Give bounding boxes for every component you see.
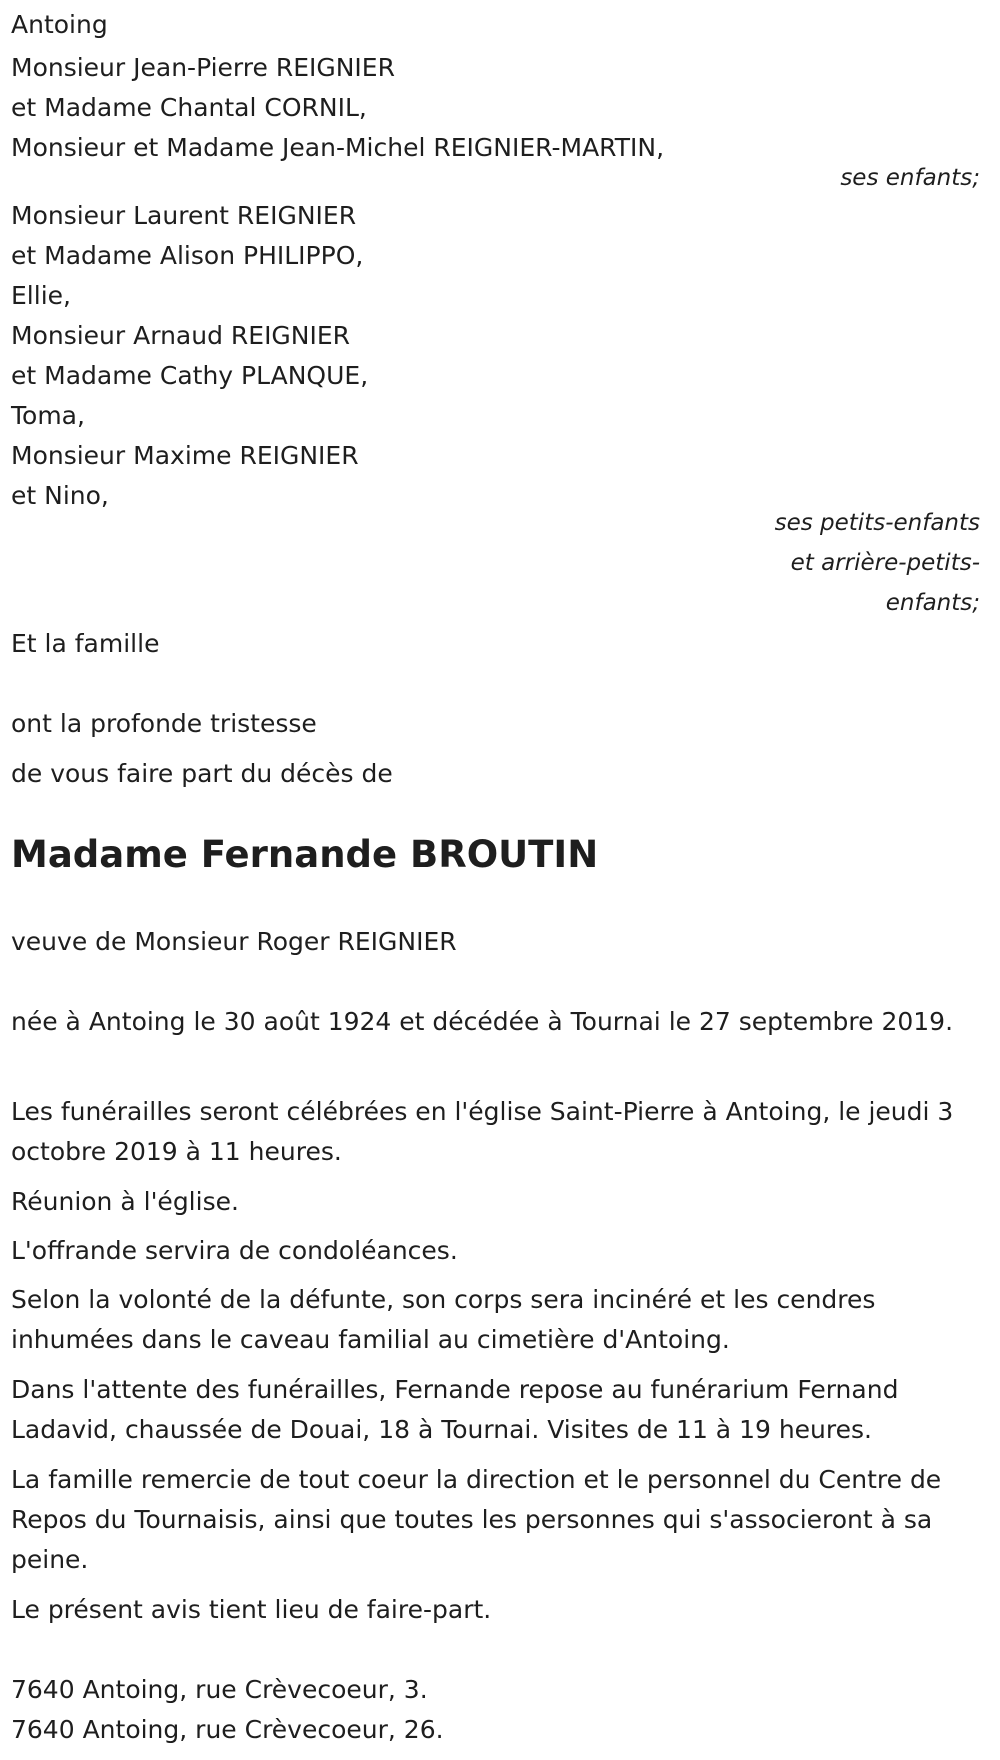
cremation-paragraph: Selon la volonté de la défunte, son corps sera incinéré et les cendres inhumées dans le caveau familial au cimetière d'Antoing. [11, 1285, 876, 1354]
address-line: 7640 Antoing, rue Crèvecoeur, 3. [11, 1675, 428, 1704]
grandchildren-line: et Nino, [11, 481, 109, 510]
notice-paragraph: Le présent avis tient lieu de faire-part. [11, 1595, 492, 1624]
funeral-paragraph: Les funérailles seront célébrées en l'église Saint-Pierre à Antoing, le jeudi 3 octobre 2019 à 11 heures. [11, 1097, 954, 1166]
grandchildren-line: Monsieur Laurent REIGNIER [11, 201, 357, 230]
sadness-line: ont la profonde tristesse [11, 709, 317, 738]
children-line: et Madame Chantal CORNIL, [11, 93, 367, 122]
thanks-paragraph: La famille remercie de tout coeur la direction et le personnel du Centre de Repos du Tournaisis, ainsi que toutes les personnes qui s'associeront à sa peine. [11, 1465, 942, 1574]
grandchildren-line: et Madame Alison PHILIPPO, [11, 241, 364, 270]
grandchildren-list [11, 196, 368, 516]
locality: Antoing [11, 10, 108, 39]
birth-death-paragraph: née à Antoing le 30 août 1924 et décédée à Tournai le 27 septembre 2019. [11, 1007, 954, 1036]
widow-of: veuve de Monsieur Roger REIGNIER [11, 927, 457, 956]
address-line: 7640 Antoing, rue Crèvecoeur, 26. [11, 1715, 444, 1744]
grandchildren-line: Toma, [11, 401, 85, 430]
children-list [11, 48, 664, 168]
grandchildren-line: Monsieur Maxime REIGNIER [11, 441, 359, 470]
deceased-name: Madame Fernande BROUTIN [11, 833, 599, 876]
grandchildren-line: et Madame Cathy PLANQUE, [11, 361, 369, 390]
grandchildren-line: Monsieur Arnaud REIGNIER [11, 321, 351, 350]
children-role: ses enfants; [840, 165, 980, 191]
funerarium-paragraph: Dans l'attente des funérailles, Fernande repose au funérarium Fernand Ladavid, chaussée de Douai, 18 à Tournai. Visites de 11 à 19 heures. [11, 1375, 899, 1444]
offering-paragraph: L'offrande servira de condoléances. [11, 1236, 458, 1265]
great-grandchildren-role: et arrière-petits-enfants; [790, 550, 980, 616]
family-line: Et la famille [11, 629, 160, 658]
meeting-paragraph: Réunion à l'église. [11, 1187, 239, 1216]
announce-line: de vous faire part du décès de [11, 759, 393, 788]
children-line: Monsieur et Madame Jean-Michel REIGNIER-MARTIN, [11, 133, 665, 162]
grandchildren-role: ses petits-enfants [774, 510, 980, 536]
addresses [11, 1670, 444, 1750]
grandchildren-line: Ellie, [11, 281, 71, 310]
children-line: Monsieur Jean-Pierre REIGNIER [11, 53, 395, 82]
